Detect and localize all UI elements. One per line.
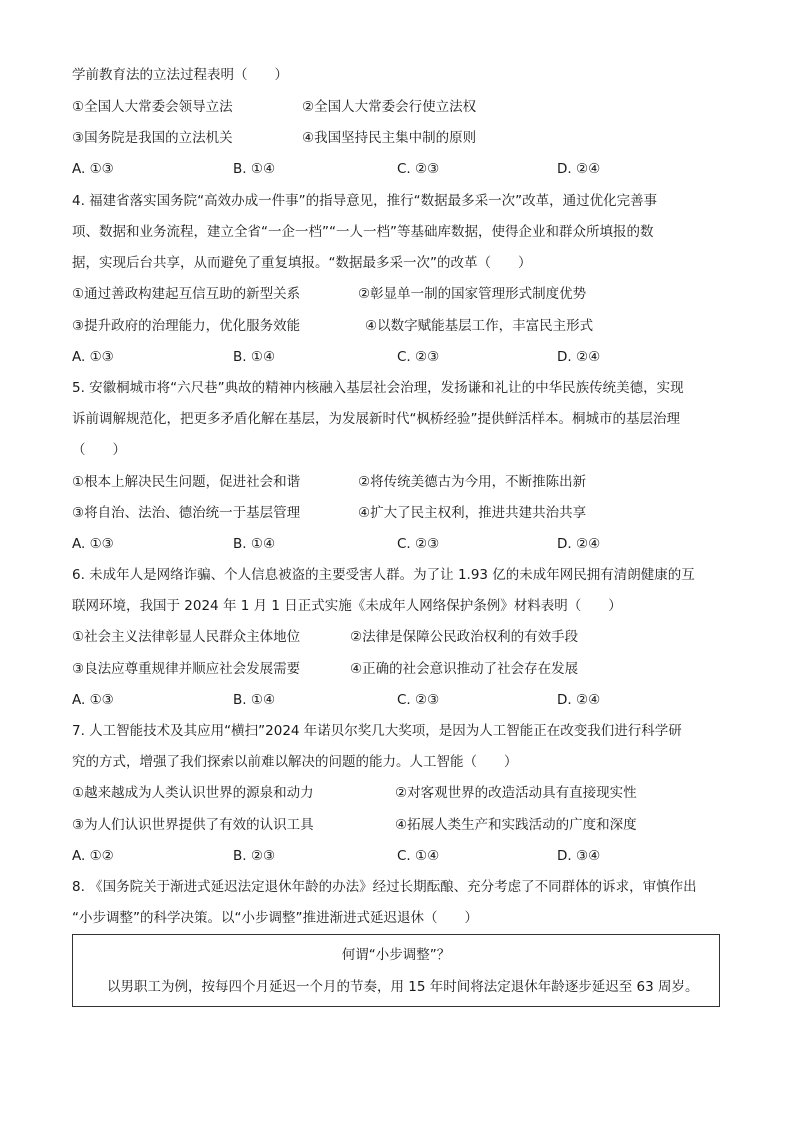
q7-statement-3: ③为人们认识世界提供了有效的认识工具: [72, 817, 314, 833]
q8-material-text: 以男职工为例，按每四个月延迟一个月的节奏，用 15 年时间将法定退休年龄逐步延迟至 63 周岁。: [107, 979, 699, 995]
q7-choice-b: B. ②③: [233, 848, 276, 864]
q5-statement-3: ③将自治、法治、德治统一于基层管理: [72, 505, 301, 521]
q3-choice-b: B. ①④: [233, 161, 276, 177]
q7-choice-d: D. ③④: [557, 848, 601, 864]
q6-choice-a: A. ①③: [72, 692, 114, 708]
q6-statement-4: ④正确的社会意识推动了社会存在发展: [350, 661, 579, 677]
q6-stem-line-1: 6. 未成年人是网络诈骗、个人信息被盗的主要受害人群。为了让 1.93 亿的未成年网民拥有清朗健康的互: [72, 567, 695, 583]
q3-statement-3: ③国务院是我国的立法机关: [72, 130, 233, 146]
q5-statement-1: ①根本上解决民生问题，促进社会和谐: [72, 474, 301, 490]
q5-choice-b: B. ①④: [233, 536, 276, 552]
q4-stem-line-2: 项、数据和业务流程，建立全省“一企一档”“一人一档”等基础库数据，使得企业和群众所填报的数: [72, 224, 654, 240]
q4-stem-line-1: 4. 福建省落实国务院“高效办成一件事”的指导意见，推行“数据最多采一次”改革，通过优化完善事: [72, 193, 658, 209]
q4-statement-3: ③提升政府的治理能力，优化服务效能: [72, 318, 301, 334]
q4-choice-c: C. ②③: [397, 349, 440, 365]
q4-statement-1: ①通过善政构建起互信互助的新型关系: [72, 286, 301, 302]
q5-statement-4: ④扩大了民主权利，推进共建共治共享: [358, 505, 587, 521]
q7-stem-line-1: 7. 人工智能技术及其应用“横扫”2024 年诺贝尔奖几大奖项，是因为人工智能正在改变我们进行科学研: [72, 723, 682, 739]
q7-stem-line-2: 究的方式，增强了我们探索以前难以解决的问题的能力。人工智能（ ）: [72, 754, 518, 770]
q3-choice-d: D. ②④: [557, 161, 601, 177]
q4-stem-line-3: 据，实现后台共享，从而避免了重复填报。“数据最多采一次”的改革（ ）: [72, 255, 532, 271]
q6-choice-d: D. ②④: [557, 692, 601, 708]
q5-statement-2: ②将传统美德古为今用，不断推陈出新: [358, 474, 587, 490]
q4-choice-b: B. ①④: [233, 349, 276, 365]
q4-choice-d: D. ②④: [557, 349, 601, 365]
q7-statement-1: ①越来越成为人类认识世界的源泉和动力: [72, 785, 314, 801]
q6-stem-line-2: 联网环境，我国于 2024 年 1 月 1 日正式实施《未成年人网络保护条例》材料表明（ ）: [72, 598, 622, 614]
q6-statement-1: ①社会主义法律彰显人民群众主体地位: [72, 629, 301, 645]
q4-choice-a: A. ①③: [72, 349, 114, 365]
q3-statement-2: ②全国人大常委会行使立法权: [302, 99, 477, 115]
q3-stem: 学前教育法的立法过程表明（ ）: [72, 67, 288, 83]
q5-stem-line-3: （ ）: [72, 442, 126, 458]
q5-stem-line-2: 诉前调解规范化，把更多矛盾化解在基层，为发展新时代“枫桥经验”提供鲜活样本。桐城市的基层治理: [72, 411, 680, 427]
q5-choice-c: C. ②③: [397, 536, 440, 552]
q6-choice-b: B. ①④: [233, 692, 276, 708]
q8-stem-line-2: “小步调整”的科学决策。以“小步调整”推进渐进式延迟退休（ ）: [72, 910, 478, 926]
q3-statement-1: ①全国人大常委会领导立法: [72, 99, 233, 115]
q4-statement-2: ②彰显单一制的国家管理形式制度优势: [358, 286, 587, 302]
q5-choice-a: A. ①③: [72, 536, 114, 552]
q7-choice-c: C. ①④: [397, 848, 440, 864]
q6-choice-c: C. ②③: [397, 692, 440, 708]
q8-material-box: [72, 934, 720, 1007]
q3-statement-4: ④我国坚持民主集中制的原则: [302, 130, 477, 146]
q3-choice-a: A. ①③: [72, 161, 114, 177]
q3-choice-c: C. ②③: [397, 161, 440, 177]
q8-material-title: 何谓“小步调整”？: [341, 947, 451, 963]
q7-statement-2: ②对客观世界的改造活动具有直接现实性: [395, 785, 637, 801]
q7-choice-a: A. ①②: [72, 848, 114, 864]
q4-statement-4: ④以数字赋能基层工作，丰富民主形式: [365, 318, 594, 334]
q5-choice-d: D. ②④: [557, 536, 601, 552]
q5-stem-line-1: 5. 安徽桐城市将“六尺巷”典故的精神内核融入基层社会治理，发扬谦和礼让的中华民族传统美德，实现: [72, 380, 684, 396]
q6-statement-2: ②法律是保障公民政治权利的有效手段: [350, 629, 579, 645]
q8-stem-line-1: 8. 《国务院关于渐进式延迟法定退休年龄的办法》经过长期酝酿、充分考虑了不同群体的诉求，审慎作出: [72, 879, 697, 895]
q7-statement-4: ④拓展人类生产和实践活动的广度和深度: [395, 817, 637, 833]
q6-statement-3: ③良法应尊重规律并顺应社会发展需要: [72, 661, 301, 677]
